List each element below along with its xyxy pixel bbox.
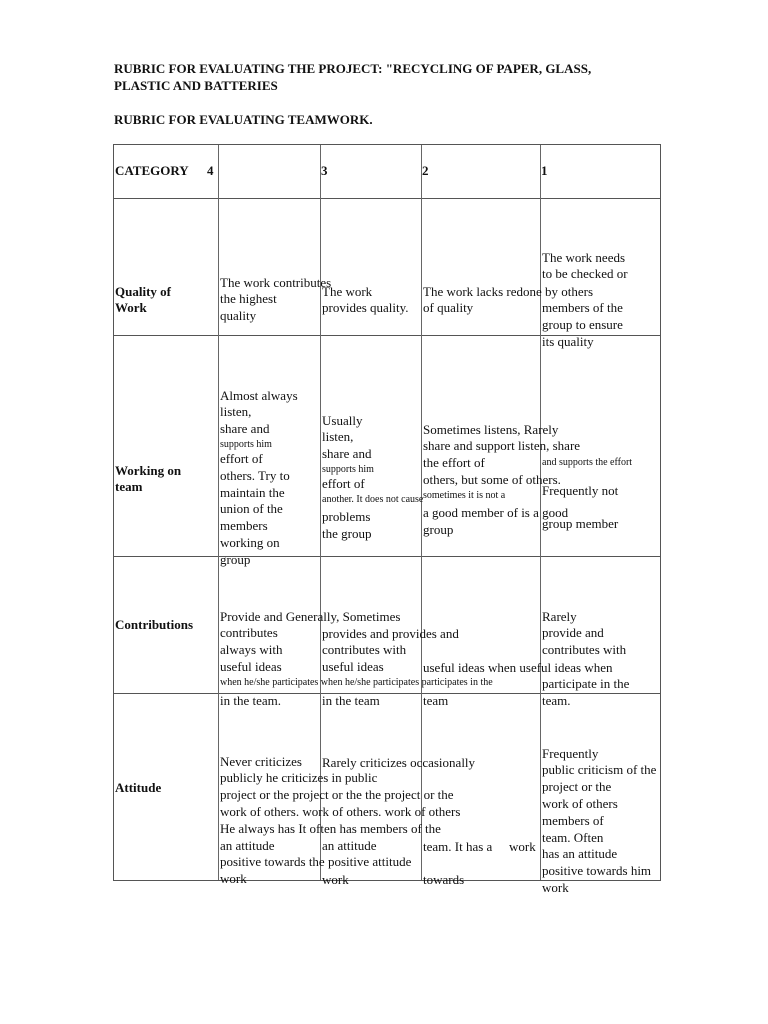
header-score-1: 1 bbox=[541, 163, 548, 178]
title-line-2: PLASTIC AND BATTERIES bbox=[114, 78, 278, 93]
attitude-score-4: Never criticizes publicly he criticizes in public project or the project or the the project or the work of others. work of others. work of others He always has It often has members of the an attitude positive towards the positive attitude work bbox=[220, 753, 461, 887]
category-attitude: Attitude bbox=[115, 780, 162, 795]
title-line-1: RUBRIC FOR EVALUATING THE PROJECT: "RECYCLING OF PAPER, GLASS, bbox=[114, 61, 592, 76]
attitude-score-1: Frequently public criticism of the project or the work of others members of team. Often has an attitude positive towards him work bbox=[542, 745, 657, 895]
header-score-2: 2 bbox=[422, 163, 429, 178]
contributions-score-3: provides and provides and contributes with useful ideas in the team bbox=[322, 625, 459, 708]
column-divider bbox=[218, 145, 219, 880]
quality-score-2: The work lacks redone by others of quality bbox=[423, 283, 594, 316]
header-score-3: 3 bbox=[321, 163, 328, 178]
contributions-score-4: Provide and Generally, Sometimes contributes always with useful ideas when he/she participates when he/she participates participates in the in the team. bbox=[220, 608, 493, 708]
category-working-on-team: Working on team bbox=[115, 462, 182, 495]
teamwork-score-4: Almost always listen, share and supports him effort of others. Try to maintain the union of the members working on group bbox=[220, 387, 298, 567]
quality-score-1: The work needs to be checked or members of the group to ensure its quality bbox=[542, 249, 628, 349]
quality-score-3: The work provides quality. bbox=[322, 283, 409, 316]
category-quality-of-work: Quality of Work bbox=[115, 283, 171, 316]
attitude-score-2: team. It has a towards bbox=[423, 838, 493, 888]
teamwork-score-1: and supports the effort Frequently not group member bbox=[542, 456, 633, 532]
quality-score-4: The work contributes the highest quality bbox=[220, 274, 332, 324]
category-contributions: Contributions bbox=[115, 617, 194, 632]
contributions-score-1: Rarely provide and contributes with participate in the team. bbox=[542, 608, 630, 708]
header-category: CATEGORY bbox=[115, 163, 189, 178]
header-score-4: 4 bbox=[207, 163, 214, 178]
document-title bbox=[114, 60, 674, 94]
attitude-score-2-work: work bbox=[509, 839, 536, 854]
rubric-table bbox=[113, 144, 661, 895]
row-divider bbox=[114, 198, 660, 199]
document-subtitle: RUBRIC FOR EVALUATING TEAMWORK. bbox=[114, 112, 373, 127]
contributions-score-2: useful ideas when useful ideas when team bbox=[423, 659, 613, 709]
teamwork-score-3: Usually listen, share and supports him effort of another. It does not cause problems the group bbox=[322, 412, 424, 541]
teamwork-score-2: Sometimes listens, Rarely share and support listen, share the effort of others, but some of others. sometimes it is not a a good member of is a good group bbox=[423, 421, 581, 537]
attitude-score-3: Rarely criticizes occasionally an attitude work bbox=[322, 754, 476, 888]
